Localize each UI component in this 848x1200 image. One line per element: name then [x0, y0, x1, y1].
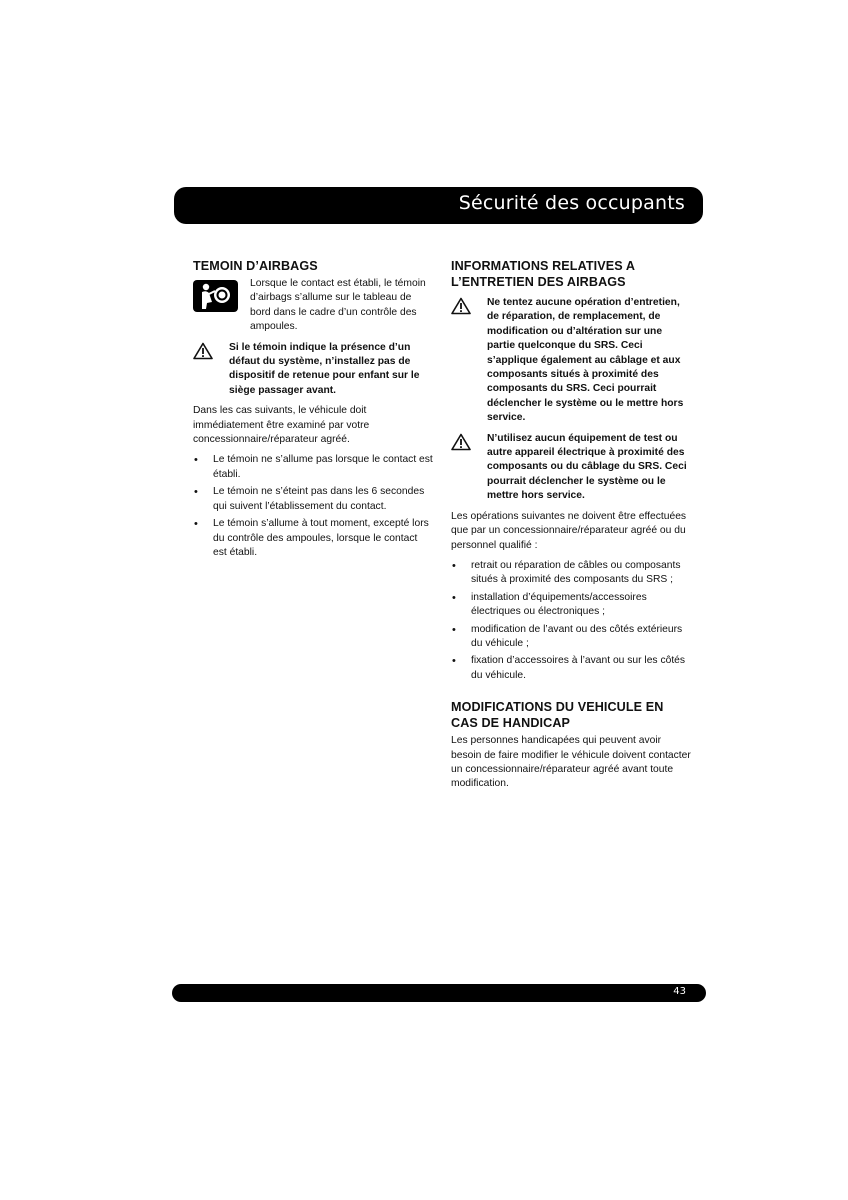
list-item: • fixation d’accessoires à l’avant ou sur les côtés du véhicule.	[451, 654, 691, 683]
page-number: 43	[673, 986, 686, 997]
indicator-row	[193, 277, 433, 335]
list-item: • modification de l’avant ou des côtés extérieurs du véhicule ;	[451, 623, 691, 652]
indicator-description: Lorsque le contact est établi, le témoin d’airbags s’allume sur le tableau de bord dans le cadre d’un contrôle des ampoules.	[250, 278, 426, 333]
airbag-warning-lamp-icon	[193, 280, 238, 312]
section-heading-airbag-maintenance: INFORMATIONS RELATIVES A L’ENTRETIEN DES AIRBAGS	[451, 259, 635, 289]
list-item: • Le témoin ne s’éteint pas dans les 6 secondes qui suivent l’établissement du contact.	[193, 485, 433, 514]
warning-block	[451, 432, 691, 504]
footer-bar	[172, 984, 706, 1002]
list-item: • Le témoin s’allume à tout moment, excepté lors du contrôle des ampoules, lorsque le contact est établi.	[193, 517, 433, 560]
list-item: • retrait ou réparation de câbles ou composants situés à proximité des composants du SRS ;	[451, 559, 691, 588]
left-column	[193, 258, 433, 568]
bullet-list	[193, 453, 433, 560]
warning-triangle-icon	[451, 297, 471, 315]
warning-block	[451, 296, 691, 426]
warning-triangle-icon	[193, 342, 213, 360]
paragraph: Les personnes handicapées qui peuvent avoir besoin de faire modifier le véhicule doivent contacter un concessionnaire/réparateur agréé avant toute modification.	[451, 735, 691, 790]
paragraph: Dans les cas suivants, le véhicule doit immédiatement être examiné par votre concessionnaire/réparateur agréé.	[193, 405, 370, 446]
warning-text: Ne tentez aucune opération d’entretien, de réparation, de remplacement, de modification ou d’altération sur une partie quelconque du SRS. Ceci s’applique également au câblage et aux composants situés à proximité des composants du SRS. Ceci pourrait déclencher le système ou le mettre hors service.	[487, 297, 684, 424]
section-heading-airbag-indicator: TEMOIN D’AIRBAGS	[193, 259, 318, 273]
list-item: • Le témoin ne s’allume pas lorsque le contact est établi.	[193, 453, 433, 482]
right-column	[451, 258, 691, 798]
warning-triangle-icon	[451, 433, 471, 451]
warning-text: N’utilisez aucun équipement de test ou autre appareil électrique à proximité des composants ou du câblage du SRS. Ceci pourrait déclencher le système ou le mettre hors service.	[487, 432, 687, 502]
header-bar	[174, 187, 703, 224]
bullet-list	[451, 559, 691, 683]
paragraph: Les opérations suivantes ne doivent être effectuées que par un concessionnaire/réparateur agréé ou du personnel qualifié :	[451, 510, 687, 551]
warning-block	[193, 341, 433, 399]
list-item: • installation d’équipements/accessoires électriques ou électroniques ;	[451, 591, 691, 620]
page-title: Sécurité des occupants	[458, 192, 685, 214]
warning-text: Si le témoin indique la présence d’un défaut du système, n’installez pas de dispositif de retenue pour enfant sur le siège passager avant.	[229, 341, 420, 396]
section-heading-handicap-modifications: MODIFICATIONS DU VEHICULE EN CAS DE HANDICAP	[451, 700, 664, 731]
